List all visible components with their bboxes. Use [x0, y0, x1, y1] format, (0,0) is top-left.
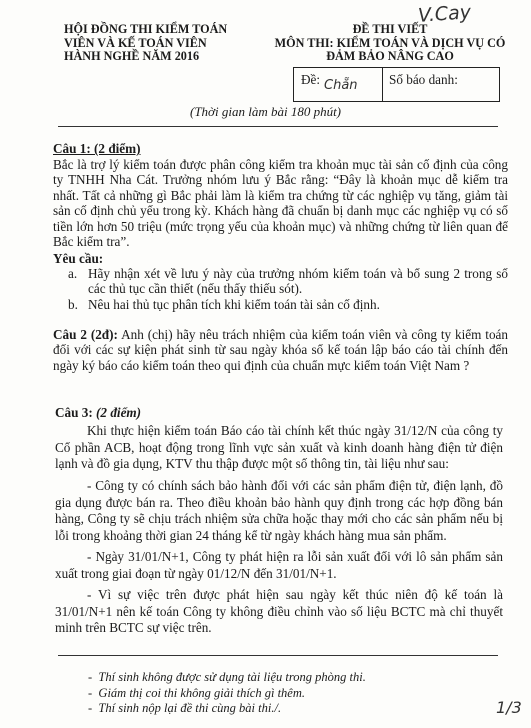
- exam-line-1: ĐỀ THI VIẾT: [352, 22, 428, 36]
- q2-title: Câu 2 (2đ):: [53, 327, 118, 342]
- q3-paragraph-1: Khi thực hiện kiểm toán Báo cáo tài chính kết thúc ngày 31/12/N của công ty Cổ phần ACB, hoạt động trong lĩnh vực sản xuất và kinh doanh hàng điện tử điện lạnh và đồ gia dụng, KTV thu thập được một số thông tin, tài liệu như sau:: [55, 423, 503, 471]
- page-number: 1/3: [496, 698, 522, 717]
- handwritten-corner-note: V.Cay: [417, 1, 472, 27]
- exam-line-2: MÔN THI: KIỂM TOÁN VÀ DỊCH VỤ CÓ: [274, 35, 506, 50]
- bottom-divider: [58, 655, 498, 656]
- exam-notes: [88, 670, 366, 717]
- council-name: [64, 23, 227, 64]
- q1-requirement-a: a. Hãy nhận xét về lưu ý này của trưởng nhóm kiểm toán và bổ sung 2 trong số các thủ tục cần thiết (nếu thấy thiếu sót).: [68, 266, 508, 297]
- exam-line-3: ĐẢM BẢO NÂNG CAO: [326, 49, 454, 63]
- q3-title: Câu 3:: [55, 405, 93, 420]
- q2-block: [53, 327, 508, 373]
- council-line-3: HÀNH NGHỀ NĂM 2016: [64, 49, 200, 63]
- exam-title: [265, 23, 515, 64]
- q3-paragraph-2: - Công ty có chính sách bảo hành đối với các sản phẩm điện tử, điện lạnh, đồ gia dụng được bán ra. Theo điều khoản bảo hành quy định trong các hợp đồng bán hàng, Công ty sẽ chịu trách nhiệm sửa chữa hoặc thay mới cho các sản phẩm nếu bị lỗi trong khoảng thời gian 24 tháng kể từ ngày khách hàng mua sản phẩm.: [55, 478, 503, 543]
- de-handwritten-value: Chẵn: [324, 78, 358, 93]
- note-item: - Giám thị coi thi không giải thích gì thêm.: [88, 686, 366, 702]
- exam-code-box: [293, 67, 500, 102]
- box-divider: [382, 68, 383, 101]
- note-item: - Thí sinh nộp lại đề thi cùng bài thi./.: [88, 701, 366, 717]
- note-item: - Thí sinh không được sử dụng tài liệu trong phòng thi.: [88, 670, 366, 686]
- top-divider: [58, 126, 498, 127]
- time-note: (Thời gian làm bài 180 phút): [189, 104, 342, 119]
- q1-requirement-b-text: Nêu hai thủ tục phân tích khi kiểm toán tài sản cố định.: [88, 297, 380, 312]
- q1-requirement-b: b. Nêu hai thủ tục phân tích khi kiểm toán tài sản cố định.: [68, 297, 508, 312]
- candidate-number-label: Số báo danh:: [389, 72, 458, 87]
- council-line-1: HỘI ĐỒNG THI KIỂM TOÁN: [64, 22, 228, 36]
- q1-body: Bắc là trợ lý kiểm toán được phân công kiểm tra khoản mục tài sản cố định của công ty TNHH Nha Cát. Trưởng nhóm lưu ý Bắc rằng: “Đây là khoản mục dễ kiểm tra nhất. Tất cả những gì Bắc phải làm là kiểm tra chứng từ các nghiệp vụ tăng, giảm tài sản cố định chủ yếu trong kỳ. Khách hàng đã chuẩn bị danh mục các nghiệp vụ có số tiền lớn hơn 50 triệu (mức trọng yếu của khoản mục) và những chứng từ liên quan để Bắc kiểm tra”.: [53, 157, 508, 250]
- q3-points: (2 điểm): [96, 405, 142, 420]
- q3-paragraph-4: - Vì sự việc trên được phát hiện sau ngày kết thúc niên độ kế toán là 31/01/N+1 nên kế toán Công ty không điều chỉnh vào số liệu BCTC mà chỉ thuyết minh trên BCTC sự việc trên.: [55, 587, 503, 635]
- q3-heading: [55, 405, 141, 421]
- q1-title: Câu 1: (2 điểm): [53, 141, 141, 156]
- council-line-2: VIÊN VÀ KẾ TOÁN VIÊN: [64, 35, 207, 50]
- q1-requirement-a-text: Hãy nhận xét về lưu ý này của trưởng nhóm kiểm toán và bổ sung 2 trong số các thủ tục cần thiết (nếu thấy thiếu sót).: [88, 266, 508, 297]
- q1-requirement-title: Yêu cầu:: [53, 251, 104, 266]
- q2-body: Anh (chị) hãy nêu trách nhiệm của kiểm toán viên và công ty kiểm toán đối với các sự kiện phát sinh từ sau ngày khóa sổ kế toán lập báo cáo tài chính đến ngày ký báo cáo kiểm toán theo qui định của chuẩn mực kiểm toán Việt Nam ?: [53, 327, 508, 373]
- de-label: Đề:: [301, 72, 321, 87]
- q3-paragraph-3: - Ngày 31/01/N+1, Công ty phát hiện ra lỗi sản xuất đối với lô sản phẩm sản xuất trong giai đoạn từ ngày 01/12/N đến 31/01/N+1.: [55, 549, 503, 581]
